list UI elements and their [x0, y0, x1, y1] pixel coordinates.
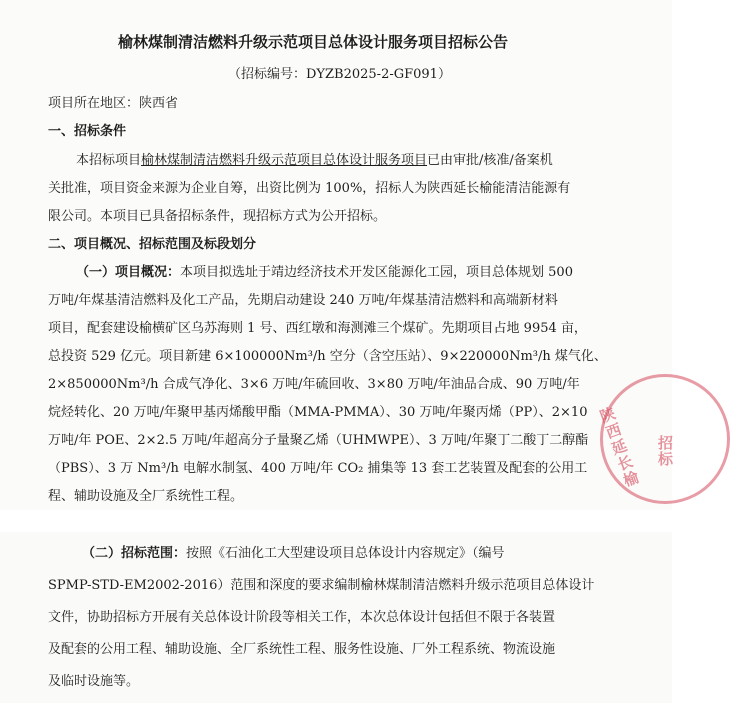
seal-text-right: 招标: [656, 435, 674, 467]
subsection-overview-label: （一）项目概况：: [76, 265, 181, 280]
section2-line-2: 万吨/年煤基清洁燃料及化工产品，先期启动建设 240 万吨/年煤基清洁燃料和高端新材料: [48, 293, 558, 308]
section3-line-2: SPMP-STD-EM2002-2016）范围和深度的要求编制榆林煤制清洁燃料升级示范项目总体设计: [48, 578, 595, 593]
section1-line-1: [76, 153, 553, 169]
bid-number: （招标编号：DYZB2025-2-GF091）: [228, 67, 451, 82]
section2-line-6: 烷烃转化、20 万吨/年聚甲基丙烯酸甲酯（MMA-PMMA）、30 万吨/年聚丙烯（PP）、2×10: [48, 405, 588, 420]
section2-line-9: 程、辅助设施及全厂系统性工程。: [48, 489, 244, 504]
section3-line-5: 及临时设施等。: [48, 674, 140, 689]
section2-line-4: 总投资 529 亿元。项目新建 6×100000Nm³/h 空分（含空压站）、9×220000Nm³/h 煤气化、: [48, 349, 607, 364]
s3-line1-rest: 按照《石油化工大型建设项目总体设计内容规定》（编号: [186, 546, 505, 561]
s1-line1-suffix: 已由审批/核准/备案机: [427, 153, 553, 168]
section1-line-3: 限公司。本项目已具备招标条件，现招标方式为公开招标。: [48, 209, 387, 224]
section-heading-project-overview: 二、项目概况、招标范围及标段划分: [48, 237, 257, 252]
project-location: [48, 96, 178, 112]
seal-text-left: 陕西延长榆: [596, 404, 643, 491]
section-heading-bid-conditions: 一、招标条件: [48, 124, 127, 139]
announcement-title: 榆林煤制清洁燃料升级示范项目总体设计服务项目招标公告: [118, 33, 509, 51]
page-gap: [0, 510, 672, 532]
location-label: 项目所在地区：: [48, 96, 140, 111]
section2-line-5: 2×850000Nm³/h 合成气净化、3×6 万吨/年硫回收、3×80 万吨/年油品合成、90 万吨/年: [48, 377, 580, 392]
s2-line1-rest: 本项目拟选址于靖边经济技术开发区能源化工园，项目总体规划 500: [180, 265, 573, 280]
official-seal-stamp: [596, 374, 730, 504]
section3-line-3: 文件，协助招标方开展有关总体设计阶段等相关工作，本次总体设计包括但不限于各装置: [48, 610, 556, 625]
section3-line-4: 及配套的公用工程、辅助设施、全厂系统性工程、服务性设施、厂外工程系统、物流设施: [48, 642, 556, 657]
section2-line-1: [76, 265, 573, 281]
project-name-link: 榆林煤制清洁燃料升级示范项目总体设计服务项目: [141, 153, 428, 168]
section3-line-1: [82, 546, 505, 562]
section1-line-2: 关批准，项目资金来源为企业自筹，出资比例为 100%，招标人为陕西延长榆能清洁能源有: [48, 181, 571, 196]
section2-line-7: 万吨/年 POE、2×2.5 万吨/年超高分子量聚乙烯（UHMWPE）、3 万吨/年聚丁二酸丁二醇酯: [48, 433, 589, 448]
section2-line-3: 项目，配套建设榆横矿区乌苏海则 1 号、西红墩和海测滩三个煤矿。先期项目占地 9954 亩，: [48, 321, 587, 336]
section2-line-8: （PBS）、3 万 Nm³/h 电解水制氢、400 万吨/年 CO₂ 捕集等 13 套工艺装置及配套的公用工: [48, 461, 588, 476]
s1-line1-prefix: 本招标项目: [76, 153, 142, 168]
subsection-scope-label: （二）招标范围：: [82, 546, 187, 561]
location-value: 陕西省: [139, 96, 179, 111]
